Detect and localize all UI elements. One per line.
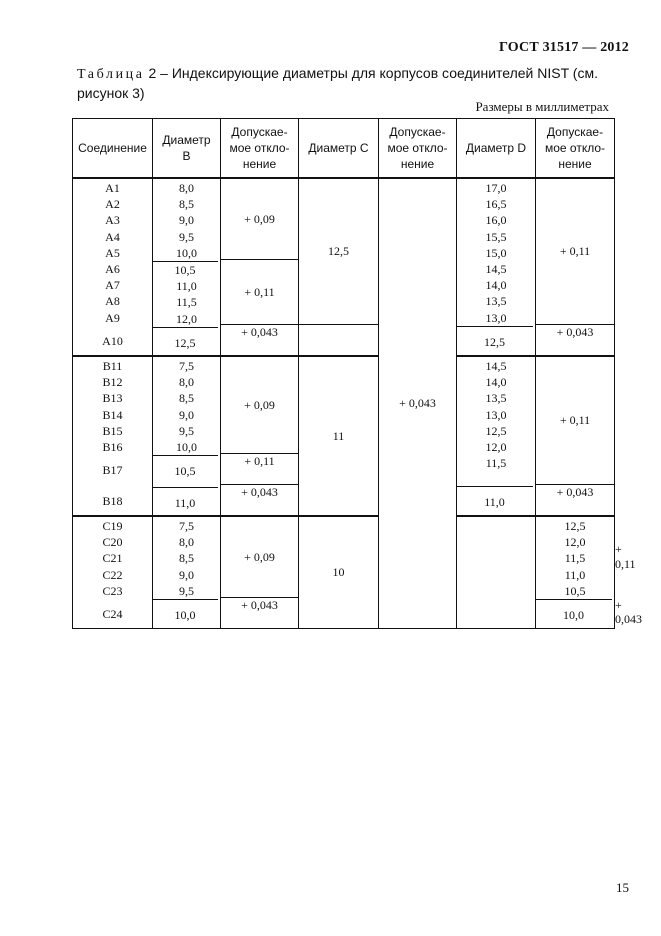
header-tolerance-d: Допускае- мое откло- нение	[536, 119, 615, 179]
group-b-row-1	[73, 356, 615, 454]
group-b-tolerance-b-3: + 0,043	[221, 485, 299, 517]
page-number: 15	[616, 880, 629, 895]
group-c-tolerance-b-1: + 0,09	[221, 516, 299, 598]
group-b-tolerance-d-2: + 0,043	[536, 485, 615, 517]
group-c-diameter-d: 12,5 12,0 11,5 11,0 10,5 10,0	[536, 516, 615, 629]
group-a-tolerance-b-1: + 0,09	[221, 178, 299, 260]
group-b-diameter-c: 11	[299, 356, 379, 516]
group-a-tolerance-b-3: + 0,043	[221, 325, 299, 357]
header-tolerance-c: Допускае- мое откло- нение	[379, 119, 457, 179]
group-b-diameter-b: 7,5 8,0 8,5 9,0 9,5 10,0 10,5 11,0	[153, 356, 221, 516]
header-diameter-b: Диаметр B	[153, 119, 221, 179]
group-c-row-1: C19 C20 C21 C22 C23 C24 7,5 8,0 8,5 9,0 9,5 10,0 + 0,09 10 12,5 12,0 11,5 11,0 10,5 10,0 + 0,11	[73, 516, 615, 598]
caption-lead: Таблица	[77, 67, 145, 82]
group-b-connections: B11 B12 B13 B14 B15 B16 B17 B18	[73, 356, 153, 516]
group-a-tolerance-d-1: + 0,11	[536, 178, 615, 325]
standard-header: ГОСТ 31517 — 2012	[499, 40, 629, 55]
group-a-diameter-b: 8,0 8,5 9,0 9,5 10,0 10,5 11,0 11,5 12,0 12,5	[153, 178, 221, 356]
group-c-connections: C19 C20 C21 C22 C23 C24	[73, 516, 153, 629]
group-a-connections: A1 A2 A3 A4 A5 A6 A7 A8 A9 A10	[73, 178, 153, 356]
header-connection: Соединение	[73, 119, 153, 179]
header-row	[73, 119, 615, 179]
group-b-tolerance-b-1: + 0,09	[221, 356, 299, 454]
tolerance-c-all: + 0,043	[379, 178, 457, 629]
caption-text: 2 – Индексирующие диаметры для корпусов соединителей NIST (см. рисунок 3)	[77, 65, 598, 101]
group-a-diameter-d: 17,0 16,5 16,0 15,5 15,0 14,5 14,0 13,5 13,0 12,5	[457, 178, 536, 356]
group-b-tolerance-d-1: + 0,11	[536, 356, 615, 485]
group-a-row-1	[73, 178, 615, 260]
group-b-tolerance-b-2: + 0,11	[221, 454, 299, 485]
group-a-diameter-c: 12,5	[299, 178, 379, 325]
indexing-diameters-table	[72, 118, 642, 629]
table-caption	[77, 64, 622, 102]
header-tolerance-b: Допускае- мое откло- нение	[221, 119, 299, 179]
group-a-tolerance-b-2: + 0,11	[221, 260, 299, 325]
header-diameter-d: Диаметр D	[457, 119, 536, 179]
group-c-diameter-c: 10	[299, 516, 379, 629]
group-c-diameter-b: 7,5 8,0 8,5 9,0 9,5 10,0	[153, 516, 221, 629]
group-a-tolerance-d-2: + 0,043	[536, 325, 615, 357]
group-c-tolerance-b-2: + 0,043	[221, 598, 299, 629]
group-c-row-2: + 0,043 + 0,043	[73, 598, 615, 629]
group-b-diameter-d: 14,5 14,0 13,5 13,0 12,5 12,0 11,5 11,0	[457, 356, 536, 516]
header-diameter-c: Диаметр C	[299, 119, 379, 179]
units-note: Размеры в миллиметрах	[475, 99, 609, 114]
